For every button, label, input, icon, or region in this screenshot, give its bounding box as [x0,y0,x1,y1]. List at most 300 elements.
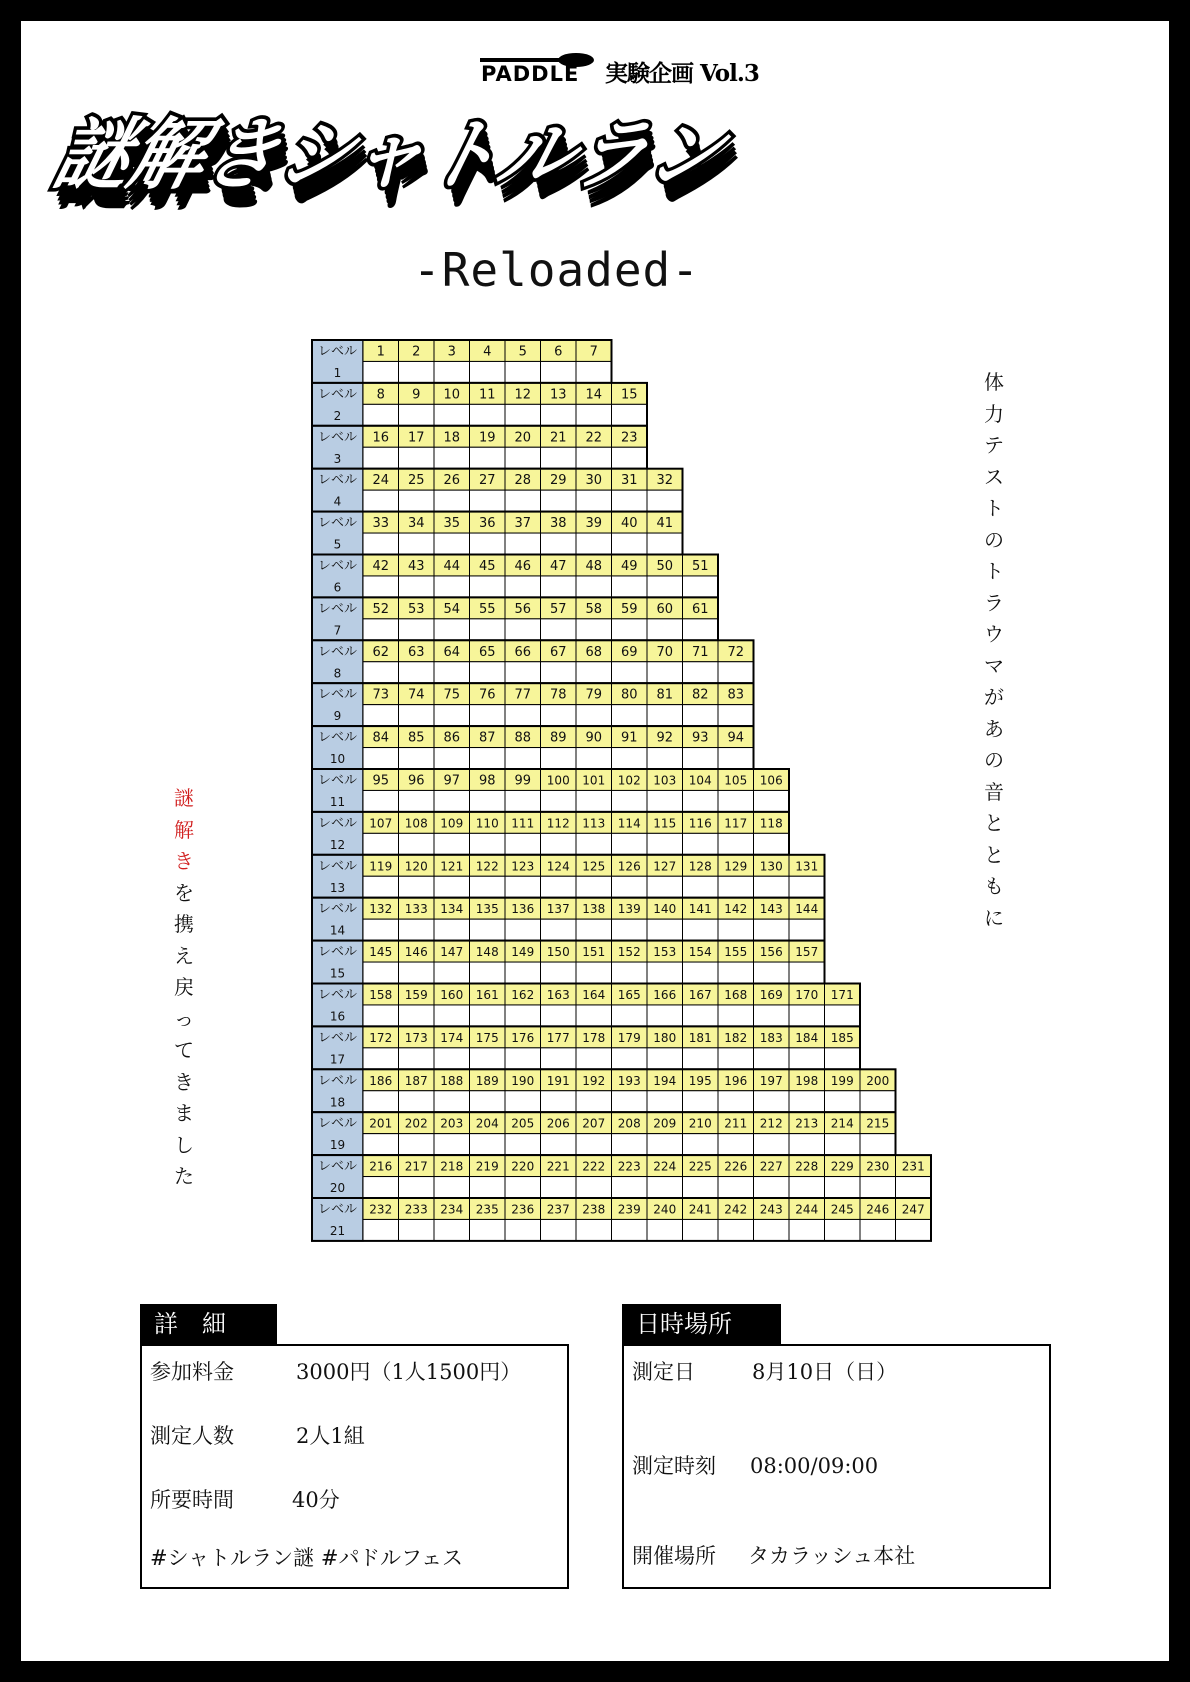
blank-cell [470,1005,506,1026]
blank-cell [470,662,506,683]
number-label: 220 [511,1159,535,1174]
number-label: 181 [688,1030,712,1045]
number-label: 49 [620,559,638,574]
blank-cell [789,1134,825,1155]
level-number: 5 [333,537,342,552]
blank-cell [470,1134,506,1155]
blank-cell [505,705,541,726]
schedule-heading: 日時場所 [622,1304,781,1344]
blank-cell [434,833,470,854]
blank-cell [399,490,435,511]
blank-cell [434,1005,470,1026]
number-label: 38 [549,516,567,532]
vertical-char: た [174,1164,194,1188]
number-label: 145 [369,945,393,960]
blank-cell [399,790,435,811]
number-label: 214 [830,1116,854,1131]
blank-cell [718,1219,754,1240]
number-label: 208 [617,1116,641,1131]
fee-label: 参加料金 [150,1360,234,1384]
blank-cell [505,833,541,854]
number-label: 166 [653,988,677,1002]
blank-cell [754,962,790,983]
level-number: 14 [329,923,346,938]
details-box [140,1344,569,1589]
blank-cell [612,662,648,683]
number-label: 157 [795,945,819,960]
hashtags: #シャトルラン謎 #パドルフェス [150,1546,463,1570]
number-label: 141 [688,902,712,917]
blank-cell [541,533,577,554]
date-label: 測定日 [632,1360,695,1384]
blank-cell [505,447,541,468]
blank-cell [683,790,719,811]
number-label: 170 [795,988,819,1002]
number-label: 178 [582,1030,606,1045]
blank-cell [754,790,790,811]
number-label: 233 [404,1202,428,1217]
blank-cell [434,876,470,897]
number-label: 111 [511,816,535,831]
vertical-char: を [174,880,194,905]
blank-cell [860,1091,896,1112]
blank-cell [647,490,683,511]
number-label: 137 [546,902,570,917]
number-label: 5 [518,344,527,360]
number-label: 6 [554,344,563,360]
place-row [632,1544,916,1568]
level-label: レベル [317,987,358,1003]
blank-cell [470,1177,506,1198]
number-label: 59 [620,601,638,617]
blank-cell [434,1134,470,1155]
number-label: 80 [620,687,638,703]
blank-cell [434,490,470,511]
number-label: 45 [478,559,496,574]
number-label: 1 [376,344,385,360]
number-label: 164 [582,988,606,1002]
subtitle: -Reloaded- [413,243,700,297]
number-label: 110 [475,816,499,831]
number-label: 177 [546,1030,570,1045]
number-label: 106 [759,773,783,788]
number-label: 84 [372,730,390,746]
number-label: 147 [440,945,464,960]
number-label: 183 [759,1030,783,1045]
details-heading: 詳 細 [140,1304,277,1344]
blank-cell [470,490,506,511]
right-vertical-text [974,367,1014,934]
blank-cell [612,705,648,726]
blank-cell [647,662,683,683]
number-label: 151 [582,945,606,960]
blank-cell [683,962,719,983]
blank-cell [541,404,577,425]
schedule-box [622,1344,1051,1589]
number-label: 86 [443,730,461,746]
number-label: 113 [582,816,606,831]
number-label: 35 [443,516,461,532]
blank-cell [363,533,399,554]
number-label: 227 [759,1159,783,1174]
blank-cell [363,919,399,940]
blank-cell [541,1091,577,1112]
blank-cell [825,1177,861,1198]
vertical-char: 携 [174,912,194,936]
number-label: 156 [759,945,783,960]
number-label: 131 [795,859,819,874]
number-label: 139 [617,902,641,917]
number-label: 207 [582,1116,606,1131]
blank-cell [612,1005,648,1026]
blank-cell [541,833,577,854]
blank-cell [576,790,612,811]
blank-cell [860,1219,896,1240]
number-label: 184 [795,1030,819,1045]
number-label: 39 [585,516,603,532]
level-number: 18 [329,1095,346,1110]
blank-cell [470,1091,506,1112]
level-number: 17 [329,1052,346,1067]
blank-cell [505,576,541,597]
left-vertical-highlight [164,783,204,878]
number-label: 30 [585,473,603,489]
blank-cell [505,962,541,983]
fee-row [150,1360,522,1384]
blank-cell [399,919,435,940]
number-label: 211 [724,1116,748,1131]
blank-cell [683,748,719,769]
number-label: 17 [407,430,425,446]
blank-cell [541,962,577,983]
level-number: 16 [329,1009,346,1024]
blank-cell [470,404,506,425]
number-label: 198 [795,1073,819,1088]
number-label: 53 [407,601,425,617]
number-label: 125 [582,859,606,874]
blank-cell [541,447,577,468]
blank-cell [470,619,506,640]
number-label: 88 [514,730,532,746]
blank-cell [505,919,541,940]
number-label: 33 [372,516,390,532]
blank-cell [363,1219,399,1240]
number-label: 130 [759,859,783,874]
number-label: 47 [549,559,567,574]
blank-cell [541,1177,577,1198]
number-label: 65 [478,644,496,660]
blank-cell [399,962,435,983]
vertical-char: の [984,527,1004,552]
number-label: 96 [407,773,425,789]
blank-cell [647,1219,683,1240]
blank-cell [399,1091,435,1112]
blank-cell [612,748,648,769]
number-label: 94 [727,730,745,746]
duration-label: 所要時間 [150,1488,234,1512]
number-label: 15 [620,387,638,403]
number-label: 188 [440,1073,464,1088]
level-number: 10 [329,752,346,767]
number-label: 121 [440,859,464,874]
blank-cell [576,1005,612,1026]
blank-cell [505,662,541,683]
blank-cell [434,619,470,640]
blank-cell [505,1219,541,1240]
blank-cell [434,361,470,382]
blank-cell [434,1177,470,1198]
blank-cell [363,447,399,468]
place-value: タカラッシュ本社 [748,1544,916,1568]
vertical-char: と [984,842,1004,867]
number-label: 148 [475,945,499,960]
blank-cell [683,1219,719,1240]
blank-cell [576,447,612,468]
blank-cell [399,662,435,683]
people-label: 測定人数 [150,1424,234,1448]
blank-cell [789,876,825,897]
blank-cell [541,748,577,769]
blank-cell [754,1177,790,1198]
blank-cell [612,533,648,554]
blank-cell [612,1048,648,1069]
number-label: 108 [404,816,428,831]
blank-cell [576,705,612,726]
blank-cell [647,962,683,983]
blank-cell [434,533,470,554]
number-label: 127 [653,859,677,874]
place-label: 開催場所 [632,1544,716,1568]
number-label: 63 [407,644,425,660]
number-label: 162 [511,988,535,1002]
blank-cell [399,748,435,769]
level-number: 21 [329,1224,346,1238]
number-label: 107 [369,816,393,831]
blank-cell [612,404,648,425]
blank-cell [399,876,435,897]
number-label: 58 [585,601,603,617]
people-value: 2人1組 [296,1424,365,1448]
blank-cell [683,1134,719,1155]
number-label: 201 [369,1116,393,1131]
number-label: 117 [724,816,748,831]
number-label: 168 [724,988,748,1002]
blank-cell [470,533,506,554]
number-label: 99 [514,773,532,789]
number-label: 126 [617,859,641,874]
level-number: 8 [333,666,342,681]
blank-cell [434,919,470,940]
number-label: 18 [443,430,461,446]
number-label: 192 [582,1073,606,1088]
vertical-char: ス [984,464,1004,489]
number-label: 62 [372,644,390,660]
blank-cell [434,748,470,769]
blank-cell [363,404,399,425]
level-number: 19 [329,1138,346,1153]
blank-cell [647,919,683,940]
number-label: 115 [653,816,677,831]
number-label: 129 [724,859,748,874]
blank-cell [683,662,719,683]
level-label: レベル [317,344,358,359]
blank-cell [754,1048,790,1069]
duration-value: 40分 [292,1488,340,1512]
number-label: 92 [656,730,674,746]
blank-cell [789,1219,825,1240]
blank-cell [789,962,825,983]
level-number: 4 [333,494,342,509]
number-label: 173 [404,1030,428,1045]
number-label: 202 [404,1116,428,1131]
number-label: 196 [724,1073,748,1088]
blank-cell [363,1091,399,1112]
vertical-char: て [174,1038,194,1062]
number-label: 144 [795,902,819,917]
number-label: 175 [475,1030,499,1045]
number-label: 138 [582,902,606,917]
number-label: 31 [620,473,638,489]
number-label: 104 [688,773,712,788]
number-label: 236 [511,1202,535,1217]
level-number: 1 [333,366,342,380]
blank-cell [576,748,612,769]
number-label: 193 [617,1073,641,1088]
blank-cell [470,1048,506,1069]
number-label: 36 [478,516,496,532]
vertical-char: テ [984,433,1004,457]
number-label: 223 [617,1159,641,1174]
blank-cell [363,1048,399,1069]
blank-cell [470,876,506,897]
blank-cell [718,962,754,983]
number-label: 169 [759,988,783,1002]
number-label: 52 [372,601,390,617]
number-label: 89 [549,730,567,746]
number-label: 238 [582,1202,606,1217]
blank-cell [754,1219,790,1240]
vertical-char: マ [984,653,1004,678]
number-label: 73 [372,687,390,703]
blank-cell [647,1177,683,1198]
blank-cell [576,1048,612,1069]
blank-cell [505,1091,541,1112]
level-label: レベル [317,687,358,703]
number-label: 213 [795,1116,819,1131]
number-label: 176 [511,1030,535,1045]
number-label: 14 [585,387,603,403]
number-label: 20 [514,430,532,446]
blank-cell [541,619,577,640]
level-label: レベル [317,558,358,574]
level-label: レベル [317,515,358,531]
blank-cell [399,576,435,597]
blank-cell [399,447,435,468]
level-label: レベル [317,472,358,488]
vertical-char: 解 [174,817,194,842]
blank-cell [825,1048,861,1069]
number-label: 10 [443,387,461,403]
vertical-char: 戻 [174,975,194,999]
number-label: 97 [443,773,461,789]
level-label: レベル [317,429,358,445]
level-label: レベル [317,901,358,917]
number-label: 116 [688,816,712,831]
number-label: 98 [478,773,496,789]
number-label: 93 [691,730,709,746]
blank-cell [612,1219,648,1240]
number-label: 205 [511,1116,535,1131]
number-label: 219 [475,1159,499,1174]
number-label: 64 [443,644,461,660]
level-number: 11 [329,795,346,809]
number-label: 100 [546,773,570,788]
blank-cell [399,833,435,854]
level-number: 2 [333,408,342,423]
blank-cell [434,447,470,468]
number-label: 68 [585,644,603,660]
number-label: 231 [901,1159,925,1174]
blank-cell [470,361,506,382]
number-label: 79 [585,687,603,703]
main-title-text: 謎解きシャトルラン [45,109,733,201]
blank-cell [541,1005,577,1026]
number-label: 209 [653,1116,677,1131]
number-label: 222 [582,1159,606,1174]
number-label: 216 [369,1159,393,1174]
number-label: 187 [404,1073,428,1088]
blank-cell [576,619,612,640]
blank-cell [718,1091,754,1112]
blank-cell [789,1091,825,1112]
blank-cell [612,619,648,640]
blank-cell [399,1219,435,1240]
number-label: 185 [830,1030,854,1045]
number-label: 155 [724,945,748,960]
number-label: 134 [440,902,464,917]
level-number: 6 [333,580,342,595]
level-label: レベル [317,1116,358,1132]
fee-value: 3000円（1人1500円） [296,1360,522,1384]
number-label: 50 [656,559,674,574]
level-number: 9 [333,709,342,724]
number-label: 34 [407,516,425,532]
blank-cell [399,1048,435,1069]
blank-cell [718,833,754,854]
number-label: 135 [475,902,499,917]
blank-cell [399,361,435,382]
number-label: 2 [412,344,421,360]
number-label: 19 [478,430,496,446]
level-label: レベル [317,644,358,660]
blank-cell [541,490,577,511]
number-label: 69 [620,644,638,660]
blank-cell [576,662,612,683]
number-label: 54 [443,601,461,617]
blank-cell [363,790,399,811]
number-label: 246 [866,1202,890,1217]
number-label: 189 [475,1073,499,1088]
vertical-char: ト [984,496,1004,520]
number-label: 32 [656,473,674,489]
vertical-char: し [174,1132,194,1157]
number-label: 83 [727,687,745,703]
number-label: 13 [549,387,567,403]
blank-cell [470,1219,506,1240]
vertical-char: と [984,811,1004,835]
blank-cell [647,533,683,554]
blank-cell [363,619,399,640]
